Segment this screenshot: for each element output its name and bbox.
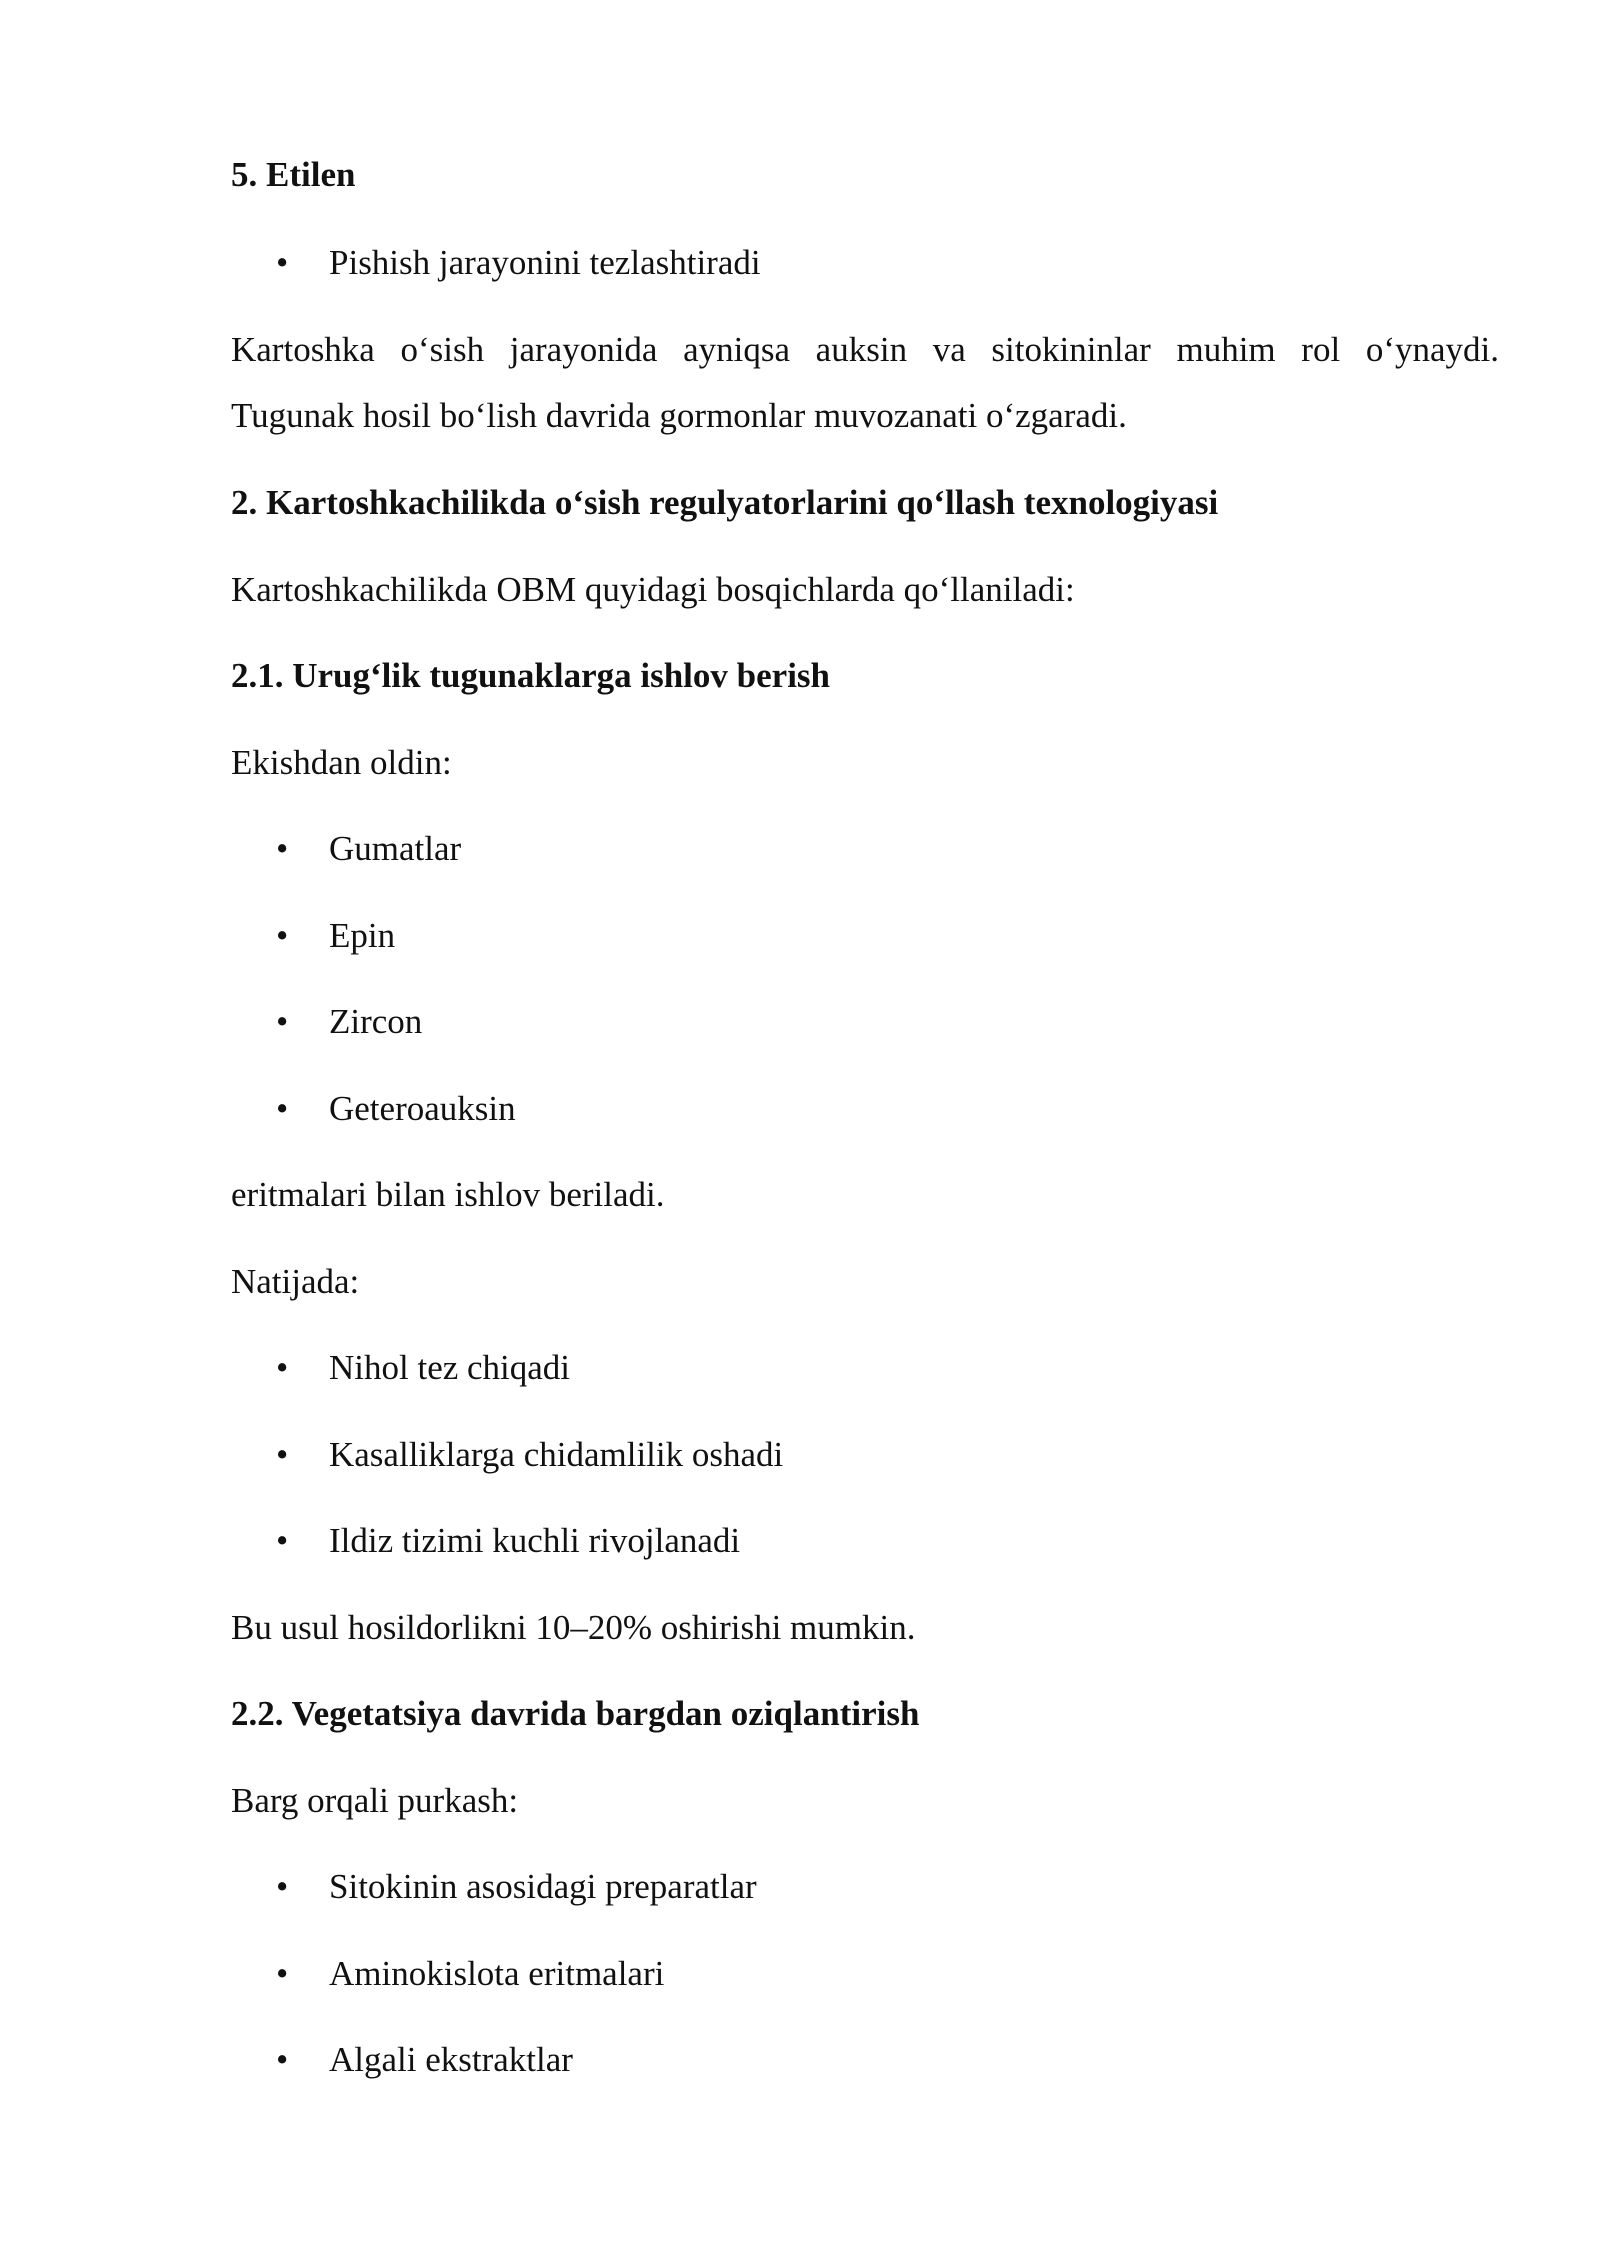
bullet-icon: •	[276, 243, 289, 282]
label-foliar: Barg orqali purkash:	[231, 1781, 519, 1820]
heading-etilen: 5. Etilen	[231, 155, 356, 194]
bullet-icon: •	[276, 1002, 289, 1041]
paragraph: Kartoshkachilikda OBM quyidagi bosqichlarda qo‘llaniladi:	[231, 570, 1075, 609]
bullet-icon: •	[276, 829, 289, 868]
bullet-icon: •	[276, 916, 289, 955]
list-item: Aminokislota eritmalari	[329, 1954, 665, 1993]
bullet-icon: •	[276, 2040, 289, 2079]
bullet-icon: •	[276, 1348, 289, 1387]
list-item: Sitokinin asosidagi preparatlar	[329, 1867, 757, 1906]
paragraph-line: Kartoshka o‘sish jarayonida ayniqsa auksin va sitokininlar muhim rol o‘ynaydi.	[231, 330, 1499, 369]
list-item: Ildiz tizimi kuchli rivojlanadi	[329, 1521, 741, 1560]
list-item: Zircon	[329, 1002, 423, 1041]
list-item: Algali ekstraktlar	[329, 2040, 573, 2079]
bullet-icon: •	[276, 1867, 289, 1906]
bullet-icon: •	[276, 1089, 289, 1128]
list-item: Pishish jarayonini tezlashtiradi	[329, 243, 761, 282]
list-item: Gumatlar	[329, 829, 462, 868]
bullet-icon: •	[276, 1435, 289, 1474]
list-item: Nihol tez chiqadi	[329, 1348, 571, 1387]
paragraph-line: Tugunak hosil bo‘lish davrida gormonlar muvozanati o‘zgaradi.	[231, 396, 1127, 435]
heading-2-2: 2.2. Vegetatsiya davrida bargdan oziqlantirish	[231, 1694, 920, 1733]
list-item: Epin	[329, 916, 396, 955]
list-item: Kasalliklarga chidamlilik oshadi	[329, 1435, 784, 1474]
bullet-icon: •	[276, 1521, 289, 1560]
list-item: Geteroauksin	[329, 1089, 516, 1128]
label-result: Natijada:	[231, 1262, 360, 1301]
bullet-icon: •	[276, 1954, 289, 1993]
paragraph: Bu usul hosildorlikni 10–20% oshirishi mumkin.	[231, 1608, 916, 1647]
heading-section-2: 2. Kartoshkachilikda o‘sish regulyatorlarini qo‘llash texnologiyasi	[231, 483, 1219, 522]
paragraph: eritmalari bilan ishlov beriladi.	[231, 1175, 665, 1214]
label-before-planting: Ekishdan oldin:	[231, 743, 452, 782]
heading-2-1: 2.1. Urug‘lik tugunaklarga ishlov berish	[231, 656, 830, 695]
